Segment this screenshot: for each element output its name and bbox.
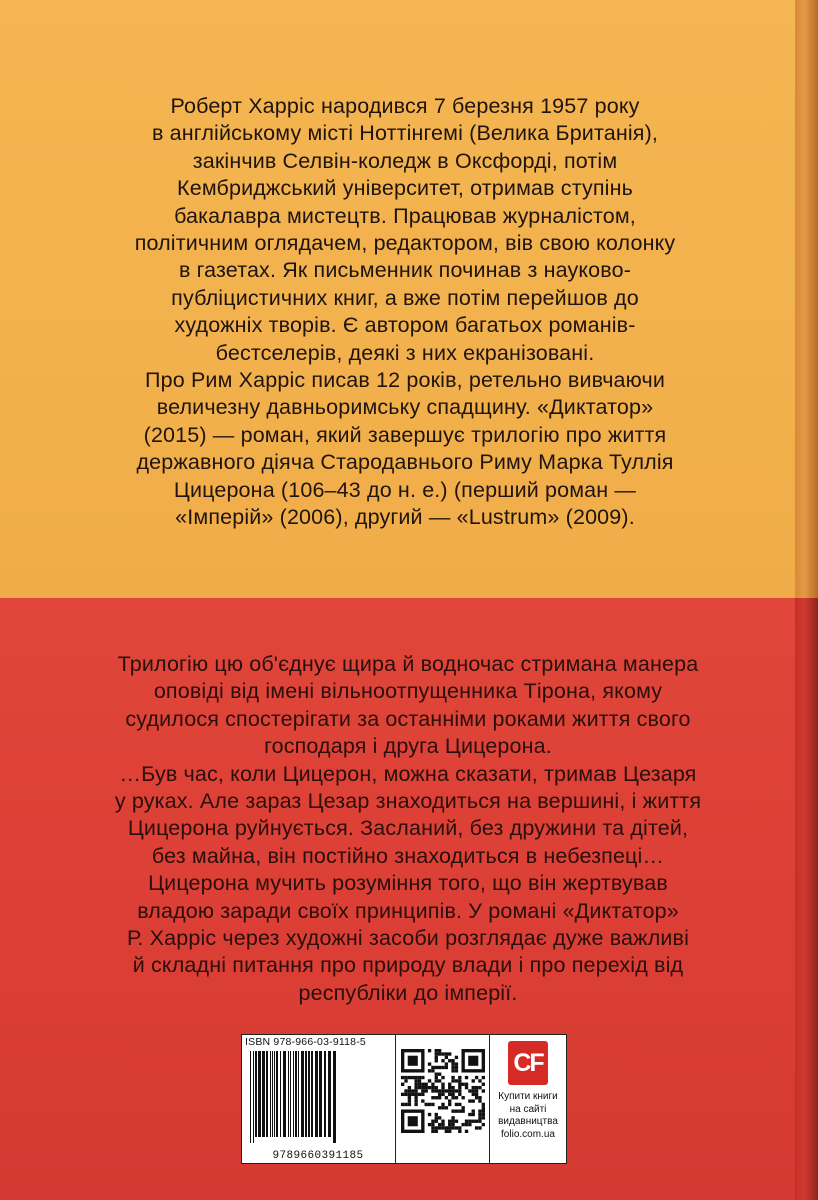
barcode-bar bbox=[283, 1051, 286, 1137]
qr-module bbox=[408, 1103, 411, 1106]
qr-module bbox=[455, 1089, 458, 1092]
synopsis-line: Цицерона руйнується. Засланий, без дружини та дітей, bbox=[127, 816, 689, 841]
qr-module bbox=[435, 1076, 438, 1079]
qr-module bbox=[451, 1109, 454, 1112]
qr-module bbox=[475, 1120, 478, 1123]
qr-module bbox=[428, 1086, 431, 1089]
bio-line: державного діяча Стародавнього Риму Марка Туллія bbox=[136, 450, 674, 475]
barcode-bar bbox=[274, 1051, 275, 1137]
qr-module bbox=[478, 1113, 481, 1116]
qr-module bbox=[441, 1093, 444, 1096]
qr-module bbox=[461, 1123, 464, 1126]
qr-module bbox=[448, 1126, 451, 1129]
bio-line: Про Рим Харріс писав 12 років, ретельно вивчаючи bbox=[145, 368, 665, 393]
qr-module bbox=[461, 1109, 464, 1112]
publisher-logo: CF bbox=[508, 1041, 548, 1085]
qr-module bbox=[475, 1089, 478, 1092]
qr-module bbox=[472, 1086, 475, 1089]
qr-module bbox=[445, 1089, 448, 1092]
barcode-bar bbox=[315, 1051, 318, 1137]
qr-module bbox=[465, 1120, 468, 1123]
qr-module bbox=[421, 1099, 424, 1102]
barcode-bar bbox=[276, 1051, 278, 1137]
barcode-bar bbox=[308, 1051, 310, 1137]
synopsis-line: й складні питання про природу влади і про перехід від bbox=[132, 953, 684, 978]
qr-module bbox=[455, 1109, 458, 1112]
qr-module bbox=[408, 1076, 411, 1079]
qr-module bbox=[455, 1126, 458, 1129]
barcode-bar bbox=[258, 1051, 261, 1137]
qr-module bbox=[472, 1079, 475, 1082]
qr-module bbox=[431, 1123, 434, 1126]
qr-module bbox=[445, 1052, 448, 1055]
qr-module bbox=[441, 1123, 444, 1126]
barcode-bar bbox=[305, 1051, 307, 1137]
qr-module bbox=[458, 1076, 461, 1079]
qr-module bbox=[455, 1120, 458, 1123]
bio-line: «Імперій» (2006), другий — «Lustrum» (2009). bbox=[175, 505, 635, 530]
qr-module bbox=[472, 1120, 475, 1123]
qr-module bbox=[458, 1079, 461, 1082]
qr-module bbox=[414, 1099, 417, 1102]
qr-module bbox=[455, 1103, 458, 1106]
synopsis-line: оповіді від імені вільноотпущенника Тірона, якому bbox=[153, 679, 663, 704]
qr-module bbox=[455, 1096, 458, 1099]
bio-line: в газетах. Як письменник починав з науково- bbox=[178, 258, 632, 283]
qr-module bbox=[441, 1059, 444, 1062]
qr-module bbox=[451, 1123, 454, 1126]
qr-module bbox=[431, 1089, 434, 1092]
qr-module bbox=[428, 1079, 431, 1082]
qr-module bbox=[478, 1079, 481, 1082]
barcode-bar bbox=[255, 1051, 257, 1137]
barcode-bar bbox=[288, 1051, 289, 1137]
qr-module bbox=[448, 1059, 451, 1062]
qr-module bbox=[451, 1069, 454, 1072]
qr-module bbox=[404, 1076, 407, 1079]
qr-module bbox=[438, 1066, 441, 1069]
qr-module bbox=[448, 1103, 451, 1106]
qr-module bbox=[414, 1086, 417, 1089]
qr-module bbox=[428, 1069, 431, 1072]
qr-module bbox=[431, 1120, 434, 1123]
qr-module bbox=[435, 1116, 438, 1119]
bio-line: закінчив Селвін-коледж в Оксфорді, потім bbox=[192, 148, 618, 173]
publisher-caption bbox=[492, 1091, 564, 1141]
qr-module bbox=[428, 1103, 431, 1106]
qr-module bbox=[475, 1126, 478, 1129]
qr-module bbox=[435, 1096, 438, 1099]
qr-module bbox=[418, 1079, 421, 1082]
synopsis-line: без майна, він постійно знаходиться в небезпеці… bbox=[151, 843, 665, 868]
qr-module bbox=[482, 1109, 485, 1112]
qr-module bbox=[438, 1052, 441, 1055]
qr-finder-core bbox=[468, 1056, 478, 1066]
qr-module bbox=[408, 1086, 411, 1089]
synopsis-line: …Був час, коли Цицерон, можна сказати, тримав Цезаря bbox=[119, 761, 697, 786]
synopsis-line: Цицерона мучить розуміння того, що він жертвував bbox=[148, 871, 668, 896]
synopsis-line: у руках. Але зараз Цезар знаходиться на вершині, і життя bbox=[114, 789, 702, 814]
qr-module bbox=[465, 1123, 468, 1126]
bio-line: політичним оглядачем, редактором, вів свою колонку bbox=[134, 231, 676, 256]
qr-module bbox=[404, 1103, 407, 1106]
qr-module bbox=[435, 1130, 438, 1133]
qr-module bbox=[431, 1069, 434, 1072]
qr-module bbox=[441, 1089, 444, 1092]
qr-module bbox=[404, 1093, 407, 1096]
barcode-bar bbox=[311, 1051, 313, 1137]
qr-module bbox=[448, 1052, 451, 1055]
qr-module bbox=[451, 1093, 454, 1096]
qr-module bbox=[441, 1086, 444, 1089]
qr-module bbox=[472, 1113, 475, 1116]
bio-line: художніх творів. Є автором багатьох романів- bbox=[174, 313, 636, 338]
qr-module bbox=[445, 1106, 448, 1109]
qr-module bbox=[431, 1083, 434, 1086]
qr-module bbox=[425, 1083, 428, 1086]
barcode-number: 9789660391185 bbox=[272, 1150, 364, 1162]
qr-module bbox=[408, 1099, 411, 1102]
qr-module bbox=[451, 1120, 454, 1123]
qr-module bbox=[461, 1083, 464, 1086]
qr-module bbox=[401, 1093, 404, 1096]
qr-module bbox=[451, 1126, 454, 1129]
qr-module bbox=[435, 1049, 438, 1052]
qr-module bbox=[431, 1086, 434, 1089]
qr-module bbox=[448, 1099, 451, 1102]
qr-module bbox=[451, 1076, 454, 1079]
qr-module bbox=[441, 1052, 444, 1055]
publisher-caption-line: Купити книги bbox=[498, 1091, 558, 1102]
qr-module bbox=[482, 1083, 485, 1086]
bio-line: бестселерів, деякі з них екранізовані. bbox=[215, 340, 595, 365]
barcode-bar bbox=[262, 1051, 265, 1137]
qr-module bbox=[455, 1056, 458, 1059]
qr-module bbox=[455, 1062, 458, 1065]
qr-module bbox=[438, 1106, 441, 1109]
synopsis-line: Трилогію цю об'єднує щира й водночас стримана манера bbox=[117, 652, 699, 676]
qr-module bbox=[458, 1103, 461, 1106]
qr-module bbox=[468, 1099, 471, 1102]
qr-module bbox=[431, 1066, 434, 1069]
qr-module bbox=[445, 1066, 448, 1069]
qr-module bbox=[425, 1086, 428, 1089]
qr-module bbox=[478, 1116, 481, 1119]
qr-module bbox=[414, 1083, 417, 1086]
barcode-bar bbox=[266, 1051, 268, 1137]
qr-module bbox=[482, 1106, 485, 1109]
qr-module bbox=[428, 1062, 431, 1065]
qr-finder-core bbox=[408, 1056, 418, 1066]
qr-module bbox=[465, 1086, 468, 1089]
qr-module bbox=[401, 1076, 404, 1079]
qr-module bbox=[478, 1096, 481, 1099]
barcode-bar bbox=[319, 1051, 322, 1137]
qr-module bbox=[428, 1113, 431, 1116]
qr-module bbox=[478, 1120, 481, 1123]
qr-module bbox=[465, 1076, 468, 1079]
qr-module bbox=[448, 1093, 451, 1096]
qr-module bbox=[455, 1069, 458, 1072]
qr-module bbox=[478, 1099, 481, 1102]
qr-module bbox=[435, 1059, 438, 1062]
qr-module bbox=[418, 1076, 421, 1079]
qr-module bbox=[435, 1120, 438, 1123]
bio-line: Роберт Харріс народився 7 березня 1957 року bbox=[170, 94, 640, 118]
qr-module bbox=[431, 1096, 434, 1099]
qr-module bbox=[451, 1079, 454, 1082]
qr-module bbox=[438, 1093, 441, 1096]
qr-module bbox=[435, 1079, 438, 1082]
qr-module bbox=[458, 1109, 461, 1112]
qr-module bbox=[448, 1120, 451, 1123]
barcode-bar bbox=[270, 1051, 271, 1137]
qr-module bbox=[472, 1109, 475, 1112]
bio-line: величезну давньоримську спадщину. «Диктатор» bbox=[156, 395, 654, 420]
barcode-bar bbox=[250, 1051, 251, 1143]
qr-module bbox=[414, 1093, 417, 1096]
qr-module bbox=[414, 1076, 417, 1079]
qr-module bbox=[482, 1103, 485, 1106]
qr-module bbox=[445, 1096, 448, 1099]
qr-module bbox=[428, 1049, 431, 1052]
publisher-box bbox=[489, 1034, 567, 1164]
qr-module bbox=[421, 1076, 424, 1079]
qr-module bbox=[421, 1086, 424, 1089]
qr-module bbox=[465, 1083, 468, 1086]
synopsis bbox=[58, 651, 758, 1007]
barcode-bar bbox=[328, 1051, 331, 1137]
bio-line: в англійському місті Ноттінгемі (Велика Британія), bbox=[151, 121, 659, 146]
qr-module bbox=[468, 1123, 471, 1126]
qr-module bbox=[438, 1123, 441, 1126]
qr-module bbox=[451, 1086, 454, 1089]
publisher-caption-line: на сайті bbox=[509, 1103, 547, 1115]
qr-module bbox=[465, 1130, 468, 1133]
synopsis-line: республіки до імперії. bbox=[298, 980, 518, 1005]
qr-module bbox=[414, 1089, 417, 1092]
qr-module bbox=[472, 1089, 475, 1092]
qr-code bbox=[395, 1034, 491, 1164]
qr-module bbox=[468, 1089, 471, 1092]
qr-module bbox=[421, 1083, 424, 1086]
qr-module bbox=[458, 1126, 461, 1129]
qr-module bbox=[441, 1083, 444, 1086]
qr-module bbox=[441, 1106, 444, 1109]
publisher-caption-line: видавництва bbox=[498, 1116, 558, 1127]
qr-module bbox=[475, 1093, 478, 1096]
qr-module bbox=[458, 1083, 461, 1086]
barcode-bar bbox=[333, 1051, 336, 1143]
qr-module bbox=[431, 1130, 434, 1133]
qr-module bbox=[475, 1076, 478, 1079]
qr-module bbox=[421, 1093, 424, 1096]
qr-module bbox=[478, 1086, 481, 1089]
qr-module bbox=[482, 1123, 485, 1126]
barcode-icon bbox=[248, 1051, 388, 1143]
qr-module bbox=[438, 1073, 441, 1076]
qr-module bbox=[401, 1103, 404, 1106]
qr-module bbox=[438, 1049, 441, 1052]
qr-module bbox=[441, 1120, 444, 1123]
qr-module bbox=[458, 1093, 461, 1096]
barcode-bar bbox=[290, 1051, 291, 1137]
qr-module bbox=[451, 1059, 454, 1062]
qr-module bbox=[445, 1126, 448, 1129]
qr-module bbox=[445, 1056, 448, 1059]
qr-module bbox=[431, 1126, 434, 1129]
qr-module bbox=[448, 1083, 451, 1086]
qr-module bbox=[468, 1120, 471, 1123]
publisher-caption-line: folio.com.ua bbox=[501, 1128, 555, 1140]
qr-module bbox=[438, 1089, 441, 1092]
qr-module bbox=[478, 1126, 481, 1129]
author-bio bbox=[70, 93, 740, 532]
qr-module bbox=[435, 1052, 438, 1055]
qr-module bbox=[414, 1096, 417, 1099]
barcode-bar bbox=[272, 1051, 273, 1137]
barcode-bar bbox=[295, 1051, 297, 1137]
qr-module bbox=[404, 1079, 407, 1082]
qr-module bbox=[414, 1103, 417, 1106]
qr-finder-core bbox=[408, 1116, 418, 1126]
qr-module bbox=[435, 1126, 438, 1129]
qr-module bbox=[451, 1089, 454, 1092]
qr-module bbox=[418, 1083, 421, 1086]
qr-module bbox=[408, 1093, 411, 1096]
synopsis-line: господаря і друга Цицерона. bbox=[264, 734, 552, 759]
qr-module bbox=[411, 1089, 414, 1092]
qr-module bbox=[448, 1089, 451, 1092]
qr-module bbox=[468, 1113, 471, 1116]
qr-module bbox=[458, 1089, 461, 1092]
qr-module bbox=[428, 1123, 431, 1126]
barcode-bar bbox=[280, 1051, 281, 1137]
qr-module bbox=[482, 1113, 485, 1116]
qr-module bbox=[451, 1116, 454, 1119]
qr-module bbox=[438, 1116, 441, 1119]
isbn-label: ISBN 978-966-03-9118-5 bbox=[245, 1036, 366, 1048]
bio-line: Кембриджський університет, отримав ступінь bbox=[177, 176, 633, 201]
qr-module bbox=[472, 1099, 475, 1102]
synopsis-line: судилося спостерігати за останніми роками життя свого bbox=[125, 706, 691, 731]
qr-module bbox=[418, 1093, 421, 1096]
qr-module bbox=[472, 1093, 475, 1096]
qr-module bbox=[445, 1130, 448, 1133]
qr-code-icon bbox=[401, 1049, 485, 1133]
qr-module bbox=[404, 1089, 407, 1092]
qr-module bbox=[425, 1103, 428, 1106]
qr-module bbox=[441, 1103, 444, 1106]
barcode-bar bbox=[324, 1051, 326, 1137]
synopsis-line: Р. Харріс через художні засоби розглядає дуже важливі bbox=[126, 926, 690, 951]
bio-line: (2015) — роман, який завершує трилогію про життя bbox=[143, 422, 667, 447]
qr-module bbox=[441, 1076, 444, 1079]
qr-module bbox=[461, 1096, 464, 1099]
bio-line: бакалавра мистецтв. Працював журналістом, bbox=[174, 203, 636, 228]
qr-module bbox=[435, 1086, 438, 1089]
qr-module bbox=[421, 1089, 424, 1092]
qr-module bbox=[458, 1130, 461, 1133]
qr-module bbox=[448, 1086, 451, 1089]
qr-module bbox=[411, 1093, 414, 1096]
spine-edge-lower bbox=[795, 598, 818, 1200]
barcode-bar bbox=[293, 1051, 294, 1137]
bio-line: публіцистичних книг, а вже потім перейшов до bbox=[171, 285, 639, 310]
qr-module bbox=[448, 1130, 451, 1133]
qr-module bbox=[438, 1096, 441, 1099]
qr-module bbox=[482, 1116, 485, 1119]
qr-module bbox=[441, 1066, 444, 1069]
qr-module bbox=[408, 1089, 411, 1092]
synopsis-line: владою заради своїх принципів. У романі «Диктатор» bbox=[137, 898, 679, 923]
qr-module bbox=[455, 1079, 458, 1082]
barcode-bar bbox=[253, 1051, 254, 1143]
qr-module bbox=[411, 1076, 414, 1079]
qr-module bbox=[448, 1123, 451, 1126]
qr-module bbox=[435, 1066, 438, 1069]
qr-module bbox=[451, 1062, 454, 1065]
qr-module bbox=[482, 1089, 485, 1092]
qr-module bbox=[418, 1086, 421, 1089]
barcode-bar bbox=[298, 1051, 299, 1137]
qr-module bbox=[475, 1096, 478, 1099]
qr-module bbox=[435, 1113, 438, 1116]
qr-module bbox=[401, 1083, 404, 1086]
qr-module bbox=[458, 1086, 461, 1089]
qr-module bbox=[435, 1056, 438, 1059]
qr-module bbox=[408, 1096, 411, 1099]
qr-module bbox=[438, 1079, 441, 1082]
qr-module bbox=[461, 1106, 464, 1109]
qr-module bbox=[414, 1079, 417, 1082]
qr-module bbox=[445, 1062, 448, 1065]
qr-module bbox=[451, 1096, 454, 1099]
qr-module bbox=[441, 1126, 444, 1129]
isbn-barcode bbox=[241, 1034, 396, 1164]
barcode-bar bbox=[301, 1051, 304, 1137]
qr-module bbox=[475, 1086, 478, 1089]
qr-module bbox=[478, 1109, 481, 1112]
qr-module bbox=[438, 1126, 441, 1129]
bio-line: Цицерона (106–43 до н. е.) (перший роман — bbox=[173, 477, 637, 502]
qr-module bbox=[435, 1089, 438, 1092]
qr-module bbox=[451, 1066, 454, 1069]
qr-module bbox=[425, 1089, 428, 1092]
qr-module bbox=[455, 1066, 458, 1069]
qr-module bbox=[482, 1076, 485, 1079]
qr-module bbox=[435, 1073, 438, 1076]
qr-module bbox=[431, 1103, 434, 1106]
